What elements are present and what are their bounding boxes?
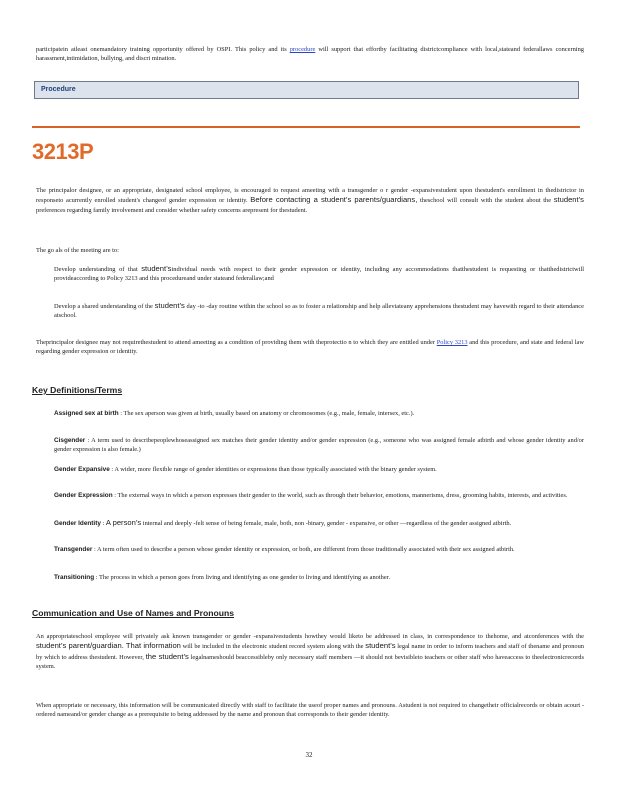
p1-emphasis-a: Before contacting a student’s parents/guardians, <box>250 195 418 205</box>
goal-emphasis: student’s <box>141 264 172 273</box>
procedure-label: Procedure <box>41 86 76 93</box>
definition-text <box>54 409 584 418</box>
procedure-link[interactable]: procedure <box>289 46 316 53</box>
p1-text-c: preferences regarding family involvement and consider whether safety concerns arepresent for thestudent. <box>36 206 308 214</box>
definition-term: Gender Identity <box>54 520 101 527</box>
definition-body: : The sex aperson was given at birth, usually based on anatomy or chromosomes (e.g., male, female, intersex, etc.). <box>120 410 415 417</box>
p1-text-a: The principalor designee, or an appropriate, designated school employee, is encouraged to request ameeting with a transgender o r gender -expansivestudent upon thestudent's enrollment in thedistrictor in responseto acurrently enrolled student's changeof gender expression or identity. <box>36 187 584 205</box>
definition-text <box>54 436 584 455</box>
goal-text <box>54 264 584 284</box>
definition-text <box>54 573 584 582</box>
p3-emphasis-a: student’s parent/guardian. That information <box>36 641 181 651</box>
pronouns-paragraph: When appropriate or necessary, this information will be communicated directly with staff to facilitate the useof proper names and pronouns. Astudent is not required to changetheir officialrecords or obtain acourt - ordered nameand/or gender change as a prerequisite to being addressed by the name and pronoun that corresponds to their gender identity. <box>36 702 584 719</box>
definition-body: : The external ways in which a person expresses their gender to the world, such as through their behavior, emotions, mannerisms, dress, grooming habits, interests, and activities. <box>114 492 568 499</box>
definition-text: Gender Identity : A person’s internal and deeply -felt sense of being female, male, both, non -binary, gender - expansive, or other —regardless of the gender assigned atbirth. <box>54 518 512 527</box>
goal-text-b: individual needs with respect to their gender expression or identity, including any accommodations thatthestudent is requesting or thatthedistrictwill provideaccording to Policy 3213 and this procedureand under stateand federallaw;and <box>54 266 584 283</box>
p3-text-b: will be included in the electronic student record system along with the <box>182 643 364 651</box>
procedure-code: 3213P <box>32 139 94 164</box>
definition-body: : A wider, more flexible range of gender identities or expressions than those typically associated with the binary gender system. <box>111 466 437 473</box>
p3-text-c: legal name in order to inform teachers and staff of thename and pronoun by which to address thestudent. However, <box>36 643 584 661</box>
p3-text-a: An appropriateschool employee will privately ask known transgender or gender -expansivestudents howthey would liketo be addressed in class, in correspondence to thehome, and atconferences with the <box>36 633 584 640</box>
intro-paragraph <box>36 45 584 64</box>
definition-text <box>54 465 584 474</box>
definitions-heading: Key Definitions/Terms <box>32 385 123 395</box>
definition-term: Gender Expansive <box>54 466 110 473</box>
definition-body: : The process in which a person goes from living and identifying as one gender to living and identifying as another. <box>95 574 391 581</box>
goal-text-a: Develop a shared understanding of the <box>54 303 153 310</box>
intro-text-b: will support that effortby facilitating districtcompliance with local,stateand federallaws concerning harassment,intimidation, bullying, and discri mination. <box>36 46 584 63</box>
goals-intro: The go als of the meeting are to: <box>36 247 119 254</box>
definition-body: : A term often used to describe a person whose gender identity or expression, or both, are different from those traditionally associated with their sex assigned atbirth. <box>93 546 515 553</box>
protection-paragraph <box>36 338 584 357</box>
goal-text-b: day -to -day routine within the school so as to foster a relationship and help alleviateany apprehensions thestudent may havewith regard to their attendance atschool. <box>54 303 584 320</box>
definition-text <box>54 545 584 554</box>
definition-term: Gender Expression <box>54 492 113 499</box>
goal-emphasis: student’s <box>154 301 185 310</box>
p3-emphasis-c: the student’s <box>145 651 189 661</box>
definition-text <box>54 491 584 500</box>
page-number: 32 <box>305 751 313 759</box>
p3-emphasis-b: student’s <box>365 641 396 651</box>
definition-body: : A term used to describepeoplewhoseassigned sex matches their gender identity and/or gender expression (e.g., someone who was assigned female atbirth and whose gender identity and/or gender expression is also female.) <box>54 437 584 454</box>
intro-text-a: participatein atleast onemandatory training opportunity offered by OSPI. This policy and its <box>36 46 287 53</box>
definition-body: internal and deeply -felt sense of being female, male, both, non -binary, gender - expansive, or other —regardless of the gender assigned atbirth. <box>142 520 512 527</box>
section-divider <box>32 126 580 128</box>
goal-text-a: Develop understanding of that <box>54 266 138 273</box>
definition-term: Transgender <box>54 546 93 553</box>
goal-text <box>54 301 584 321</box>
communication-heading: Communication and Use of Names and Pronouns <box>32 608 234 618</box>
policy-link[interactable]: Policy 3213 <box>436 339 468 346</box>
definition-term: Transitioning <box>54 574 95 581</box>
procedure-banner <box>34 81 579 99</box>
p3-text-d: legalnameshould beaccessibleby only necessary staff members —it should not bevisibleto teachers or other staff who haveaccess to theelectronicrecords system. <box>36 653 584 670</box>
p1-emphasis-b: student’s <box>553 195 584 205</box>
meeting-paragraph <box>36 186 584 215</box>
p2-text-b: and this procedure, and state and federal law regarding gender expression or identity. <box>36 339 584 356</box>
definition-emphasis: A person’s <box>105 518 142 527</box>
definition-term: Cisgender <box>54 437 86 444</box>
p2-text-a: Theprincipalor designee may not requirethestudent to attend ameeting as a condition of providing them with theprotectio n to which they are entitled under <box>36 339 435 346</box>
definition-term: Assigned sex at birth <box>54 410 119 417</box>
p1-text-b: theschool will consult with the student about the <box>419 197 552 205</box>
names-paragraph <box>36 632 584 671</box>
